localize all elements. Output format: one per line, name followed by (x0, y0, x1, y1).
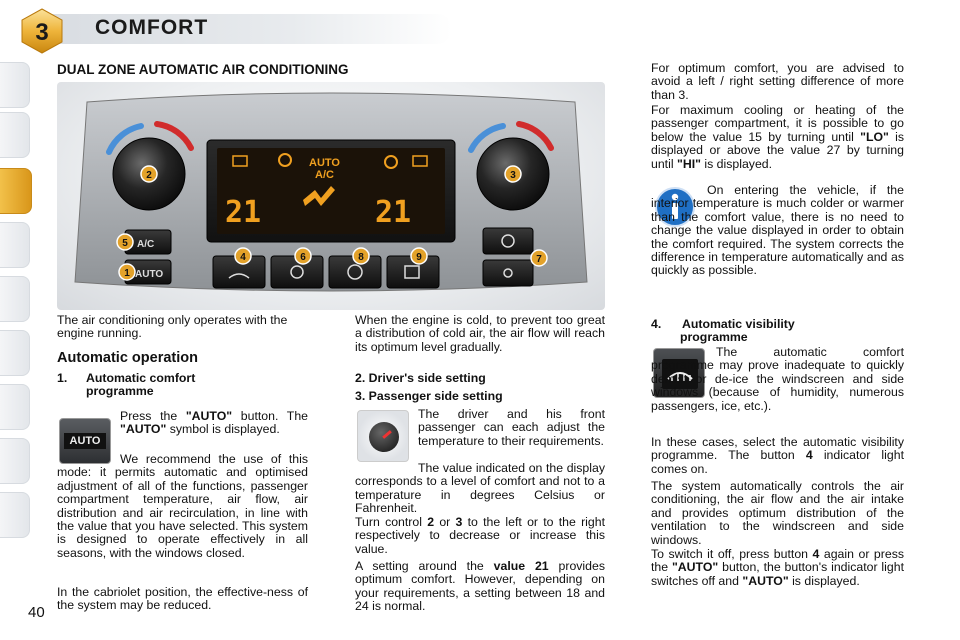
chapter-badge (20, 8, 64, 54)
display-auto-label: AUTO (309, 157, 340, 169)
item-1-number: 1. (57, 371, 68, 385)
driver-passenger-text: The driver and his front passenger can each adjust the temperature to their requirements. (418, 407, 605, 448)
auto-icon-label: AUTO (64, 433, 106, 449)
callout-2: 2 (146, 170, 152, 181)
item-4-number: 4. (651, 317, 662, 331)
chapter-tab[interactable] (0, 62, 30, 108)
climate-control-panel-photo (57, 82, 605, 310)
chapter-tab[interactable] (0, 276, 30, 322)
callout-4: 4 (240, 252, 246, 263)
item-1-title: Automatic comfort programme (86, 371, 196, 399)
section-title: DUAL ZONE AUTOMATIC AIR CONDITIONING (57, 62, 349, 77)
callout-5: 5 (122, 238, 128, 249)
chapter-tab[interactable] (0, 222, 30, 268)
ac-button-label: A/C (137, 239, 155, 250)
recommend-text: We recommend the use of this mode: it permits automatic and optimised adjustment of all of the functions, passenger compartment temperature, air flow, air distribution and air recirculation, in line with the value that you have selected. This system is designed to operate effectively in all seasons, with the windows closed. (57, 452, 308, 560)
chapter-tab-strip (0, 60, 34, 580)
callout-9: 9 (416, 252, 422, 263)
chapter-header (0, 0, 960, 58)
callout-8: 8 (358, 252, 364, 263)
item-3-title: 3. Passenger side setting (355, 389, 503, 403)
switch-off-text: To switch it off, press button 4 again or press the "AUTO" button, the button's indicator light switches off and "AUTO" is displayed. (651, 547, 904, 588)
chapter-tab[interactable] (0, 438, 30, 484)
setting-text: A setting around the value 21 provides optimum comfort. However, depending on your requirements, a setting between 18 and 24 is normal. (355, 559, 605, 614)
climate-panel-illustration (57, 82, 605, 310)
callout-1: 1 (124, 268, 130, 279)
display-left-temp: 21 (225, 195, 262, 230)
automatic-operation-heading: Automatic operation (57, 350, 198, 366)
item-4-title: Automatic visibility programme (680, 317, 795, 345)
system-controls-text: The system automatically controls the air conditioning, the air flow and the air intake and provides optimum distribution of the ventilation to the windscreen and side windows. (651, 479, 904, 547)
engine-cold-text: When the engine is cold, to prevent too great a distribution of cold air, the air flow will reach its optimum level gradually. (355, 313, 605, 354)
chapter-tab[interactable] (0, 330, 30, 376)
chapter-tab[interactable] (0, 112, 30, 158)
display-right-temp: 21 (375, 195, 412, 230)
select-visibility-text: In these cases, select the automatic visibility programme. The button 4 indicator light comes on. (651, 435, 904, 476)
press-auto-text: Press the "AUTO" button. The "AUTO" symbol is displayed. (120, 409, 308, 437)
chapter-tab-active[interactable] (0, 168, 32, 214)
callout-7: 7 (536, 254, 542, 265)
chapter-tab[interactable] (0, 384, 30, 430)
callout-3: 3 (510, 170, 516, 181)
display-ac-label: A/C (315, 169, 334, 181)
item-2-title: 2. Driver's side setting (355, 371, 486, 385)
auto-button-label: AUTO (135, 269, 164, 280)
engine-running-note: The air conditioning only operates with the engine running. (57, 313, 288, 341)
left-right-difference-text: For optimum comfort, you are advised to avoid a left / right setting difference of more than 3. (651, 61, 904, 102)
callout-6: 6 (300, 252, 306, 263)
turn-control-text: Turn control 2 or 3 to the left or to the right respectively to decrease or increase this value. (355, 515, 605, 556)
chapter-number: 3 (35, 19, 49, 46)
page-number: 40 (28, 604, 45, 621)
chapter-tab[interactable] (0, 492, 30, 538)
value-indicated-text: The value indicated on the display corresponds to a level of comfort and not to a temperature in degrees Celsius or Fahrenheit. (355, 461, 605, 516)
cabriolet-text: In the cabriolet position, the effective-ness of the system may be reduced. (57, 585, 308, 613)
temperature-knob-icon (357, 410, 409, 462)
visibility-text: The automatic comfort programme may prove inadequate to quickly demist or de-ice the windscreen and side windows (because of humidity, numerous passengers, ice, etc.). (651, 345, 904, 413)
chapter-title: COMFORT (95, 16, 209, 39)
max-cooling-text: For maximum cooling or heating of the passenger compartment, it is possible to go below the value 15 by turning until "LO" is displayed or above the value 27 by turning until "HI" is displayed. (651, 103, 904, 171)
info-text: On entering the vehicle, if the interior temperature is much colder or warmer than the comfort value, there is no need to change the value displayed in order to obtain the comfort required. The system corrects the difference in temperature automatically and as quickly as possible. (651, 183, 904, 278)
